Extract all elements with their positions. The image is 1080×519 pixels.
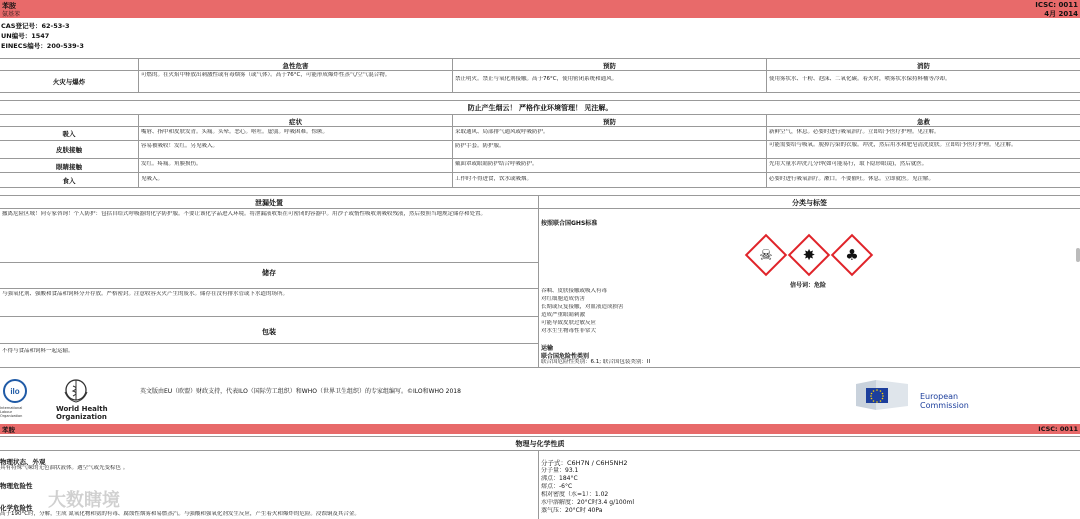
chemical-name: 苯胺 xyxy=(2,2,16,10)
header-band xyxy=(0,0,1080,18)
svg-text:ilo: ilo xyxy=(10,387,20,396)
packaging-title: 包装 xyxy=(262,328,276,336)
issue-date: 4月 2014 xyxy=(1044,10,1078,18)
formula-label: 分子式： xyxy=(541,459,567,467)
storage-title: 储存 xyxy=(262,269,276,277)
property-item: 沸点：184°C xyxy=(541,475,578,482)
un-class-title: 联合国危险性类别 xyxy=(541,353,590,360)
ec-caption-line1: European xyxy=(920,392,959,401)
exposure-header-prevention: 预防 xyxy=(603,118,616,126)
hazard-statement: 可能导致皮肤过敏反应 xyxy=(541,320,597,326)
who-logo xyxy=(62,378,90,404)
formula-value: C6H7N / C6H5NH2 xyxy=(567,459,628,467)
chemical-hazard-text: 高于190°C时，分解，生成 氮氧化物和氨的有毒、腐蚀性烟雾和易燃蒸汽。与强酸和强氧化剂发生反应，产生着火和爆炸的危险。浸蚀铜及其合金。 xyxy=(0,511,360,517)
fire-row-label: 火灾与爆炸 xyxy=(52,78,86,86)
exposure-header-symptoms: 症状 xyxy=(289,118,302,126)
fire-hazard-text: 可燃的。在火焰中释放出刺激性或有毒烟雾（或气体）。高于76°C，可能形成爆炸性蒸气/空气混合物。 xyxy=(141,72,391,78)
un-number: UN编号：1547 xyxy=(1,32,50,40)
cas-number: CAS登记号：62-53-3 xyxy=(1,22,70,30)
property-item: 蒸气压：20°C时 40Pa xyxy=(541,507,603,514)
watermark: 大数瞎境 xyxy=(48,490,120,511)
exposure-firstaid-text: 新鲜空气，休息。必要时进行吸氧治疗。立即给予医疗护理。见注解。 xyxy=(769,129,940,135)
fire-header-prevention: 预防 xyxy=(603,62,616,70)
packaging-text: 不得与食品和饲料一起运输。 xyxy=(2,348,74,354)
hazard-statement: 造成严重眼睛刺激 xyxy=(541,312,586,318)
ilo-caption: International Labour Organization xyxy=(0,406,23,418)
exposure-row-label: 吸入 xyxy=(62,130,76,138)
exposure-firstaid-text: 先用大量水冲洗几分钟(如可能易行，取下隐形眼镜)，然后就医。 xyxy=(769,161,928,167)
exposure-row-label: 眼睛接触 xyxy=(56,163,82,171)
exposure-prevention-text: 采取通风、局部排气通风或呼吸防护。 xyxy=(455,129,549,135)
property-item: 相对密度（水=1）：1.02 xyxy=(541,491,609,498)
physical-state-title: 物理状态、外观 xyxy=(0,458,46,466)
exposure-symptoms-text: 嘴唇、指甲和皮肤发青。头痛。头晕。恶心。呕吐。虚弱。呼吸困难。惊厥。 xyxy=(141,129,329,135)
storage-text: 与强氧化剂、强酸和食品和饲料分开存放。严格密封。注意收容灭火产生的废水。储存在没有排水管或下水道的场所。 xyxy=(2,291,289,297)
page2-chemical-name: 苯胺 xyxy=(2,426,15,434)
ec-logo xyxy=(856,380,908,410)
property-item: 水中溶解度：20°C时3.4 g/100ml xyxy=(541,499,635,506)
chemical-hazard-title: 化学危险性 xyxy=(0,504,33,512)
page2-band xyxy=(0,424,1080,434)
exposure-firstaid-text: 可能需要给与吸氧。脱掉污染的衣服。冲洗，然后用水和肥皂清洗皮肤。立即给予医疗护理。见注解。 xyxy=(769,142,1017,148)
ec-caption-line2: Commission xyxy=(920,401,969,410)
exposure-row-label: 食入 xyxy=(62,177,76,185)
fire-fighting-text: 使用雾状水、干粉、泡沫、二氧化碳。着火时，喷雾状水保持料桶等冷却。 xyxy=(769,76,951,82)
un-class-text: 联合国危险性类别：6.1; 联合国包装类别：II xyxy=(541,359,651,365)
icsc-number: ICSC: 0011 xyxy=(1035,1,1078,9)
exposure-prevention-text: 戴面罩或眼睛防护结合呼吸防护。 xyxy=(455,161,538,167)
who-caption-line1: World Health xyxy=(56,405,108,413)
chemical-alias: 氨基苯 xyxy=(2,11,21,18)
fire-prevention-text: 禁止明火。禁止与氧化剂接触。高于76°C，使用密闭系统和通风。 xyxy=(455,76,618,82)
skull-crossbones-icon: ☠ xyxy=(759,246,773,264)
exposure-row-label: 皮肤接触 xyxy=(56,146,82,154)
fire-header-hazard: 急性危害 xyxy=(282,62,309,70)
exposure-prevention-text: 防护手套。防护服。 xyxy=(455,143,505,149)
physical-hazard-title: 物理危险性 xyxy=(0,482,33,490)
exposure-firstaid-text: 必要时进行吸氧治疗。漱口。不要催吐。休息。立即就医。见注解。 xyxy=(769,176,935,182)
hazard-statement: 吞咽、皮肤接触或吸入有毒 xyxy=(541,288,608,294)
environment-icon: ♣ xyxy=(845,246,859,264)
ghs-label: 按照联合国GHS标准 xyxy=(541,220,598,227)
formula-line xyxy=(541,458,627,467)
fire-header-fighting: 消防 xyxy=(917,62,930,70)
scrollbar-thumb[interactable] xyxy=(1076,248,1080,262)
hazard-statement: 对红细胞造成伤害 xyxy=(541,296,586,302)
ilo-logo xyxy=(2,378,28,404)
signal-word: 信号词：危险 xyxy=(790,282,827,289)
hazard-statement: 长期或反复接触，对血液造成损害 xyxy=(541,304,624,310)
page2-icsc-number: ICSC: 0011 xyxy=(1038,425,1078,433)
physchem-title: 物理与化学性质 xyxy=(515,440,565,448)
einecs-number: EINECS编号：200-539-3 xyxy=(1,42,84,50)
who-caption-line2: Organization xyxy=(56,413,107,421)
exposure-banner: 防止产生烟云！ 严格作业环境管理！ 见注解。 xyxy=(467,104,613,112)
exposure-header-firstaid: 急救 xyxy=(917,118,930,126)
property-item: 分子量：93.1 xyxy=(541,467,579,474)
spill-text: 撤离危险区域！向专家咨询！个人防护：包括自给式呼吸器的化学防护服。不要让该化学品进入环境。将泄漏液收集在可密闭的容器中。用沙子或惰性吸收剂吸收残液，然后按照当地规定储存和处置。 xyxy=(2,211,487,217)
transport-title: 运输 xyxy=(541,345,554,352)
classification-title: 分类与标签 xyxy=(792,199,827,207)
spill-title: 泄漏处置 xyxy=(255,199,283,207)
exposure-symptoms-text: 容易被吸收！发红。另见吸入。 xyxy=(141,143,219,149)
property-item: 熔点：-6°C xyxy=(541,483,573,490)
physical-state-text: 具有特殊气味的无色油状液体。遇空气或光变棕色 。 xyxy=(0,465,129,471)
health-hazard-icon: ✸ xyxy=(802,246,816,264)
exposure-symptoms-text: 见吸入。 xyxy=(141,176,164,182)
hazard-statement: 对水生生物毒性非常大 xyxy=(541,328,597,334)
exposure-symptoms-text: 发红。疼痛。角膜损伤。 xyxy=(141,161,202,167)
footer-note: 英文版由EU（欧盟）财政支持，代表ILO（国际劳工组织）和WHO（世界卫生组织）的专家组编写。©ILO和WHO 2018 xyxy=(140,388,461,395)
exposure-prevention-text: 工作时不得进食，饮水或吸烟。 xyxy=(455,176,533,182)
